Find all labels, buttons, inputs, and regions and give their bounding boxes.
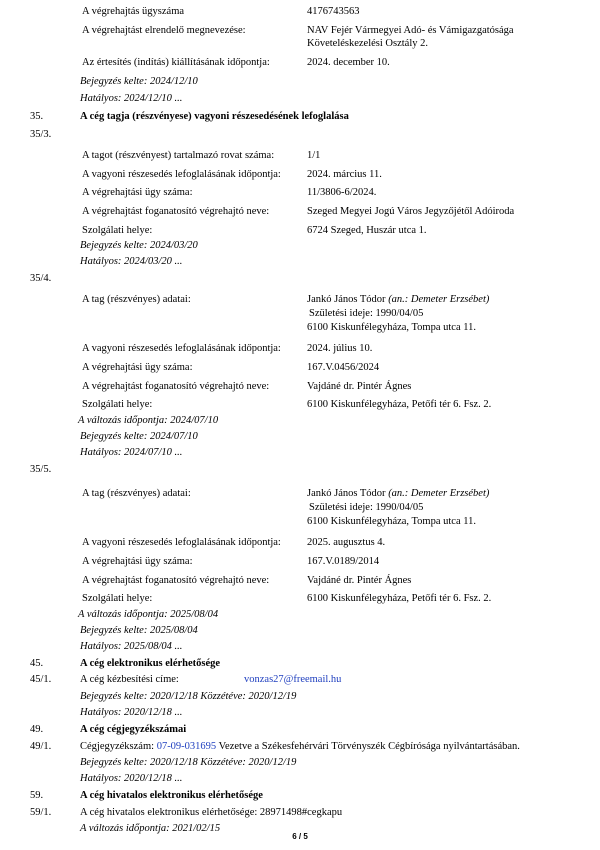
entry-meta: Bejegyzés kelte: 2024/12/10: [80, 76, 198, 87]
field-value: Vajdáné dr. Pintér Ágnes: [307, 575, 412, 586]
field-value: 2024. március 11.: [307, 169, 382, 180]
field-label: A végrehajtás ügyszáma: [82, 6, 185, 17]
field-value: Követeléskezelési Osztály 2.: [307, 38, 428, 49]
member-birth: Születési ideje: 1990/04/05: [309, 308, 424, 319]
entry-meta: A változás időpontja: 2024/07/10: [78, 415, 219, 426]
field-value: 167.V.0456/2024: [307, 362, 380, 373]
field-value: 4176743563: [307, 6, 360, 17]
section-title: A cég cégjegyzékszámai: [80, 724, 187, 735]
entry-meta: Bejegyzés kelte: 2020/12/18 Közzétéve: 2020/12/19: [80, 691, 297, 702]
field-value: 6100 Kiskunfélegyháza, Petőfi tér 6. Fsz. 2.: [307, 399, 492, 410]
registration-line: [80, 740, 520, 753]
member-address: 6100 Kiskunfélegyháza, Tompa utca 11.: [307, 516, 476, 527]
field-label: A vagyoni részesedés lefoglalásának időpontja:: [82, 169, 281, 180]
field-label: A végrehajtást foganatosító végrehajtó neve:: [82, 575, 270, 586]
entry-meta: Bejegyzés kelte: 2020/12/18 Közzétéve: 2020/12/19: [80, 757, 297, 768]
field-value: A cég hivatalos elektronikus elérhetősége: 28971498#cegkapu: [80, 807, 343, 818]
field-label: A vagyoni részesedés lefoglalásának időpontja:: [82, 537, 281, 548]
member-birth: Születési ideje: 1990/04/05: [309, 502, 424, 513]
field-label: A végrehajtást foganatosító végrehajtó neve:: [82, 381, 270, 392]
entry-meta: Hatályos: 2025/08/04 ...: [80, 641, 183, 652]
field-label: Szolgálati helye:: [82, 225, 153, 236]
field-value: 6724 Szeged, Huszár utca 1.: [307, 225, 427, 236]
field-value: NAV Fejér Vármegyei Adó- és Vámigazgatósága: [307, 25, 514, 36]
field-label: Az értesítés (indítás) kiállításának időpontja:: [82, 57, 270, 68]
entry-number: 35/4.: [30, 273, 52, 284]
member-name-line: [307, 487, 489, 500]
member-name-line: [307, 293, 489, 306]
entry-meta: Hatályos: 2020/12/18 ...: [80, 773, 183, 784]
field-label: A cég kézbesítési címe:: [80, 674, 179, 685]
field-value: Vajdáné dr. Pintér Ágnes: [307, 381, 412, 392]
field-value: 167.V.0189/2014: [307, 556, 380, 567]
entry-meta: Bejegyzés kelte: 2024/03/20: [80, 240, 198, 251]
field-value: 6100 Kiskunfélegyháza, Petőfi tér 6. Fsz. 2.: [307, 593, 492, 604]
section-number: 59.: [30, 790, 44, 801]
field-label: A végrehajtási ügy száma:: [82, 556, 193, 567]
entry-number: 35/5.: [30, 464, 52, 475]
entry-meta: A változás időpontja: 2021/02/15: [80, 823, 221, 834]
entry-number: 49/1.: [30, 741, 52, 752]
entry-meta: Hatályos: 2020/12/18 ...: [80, 707, 183, 718]
member-name: Jankó János Tódor: [307, 488, 386, 499]
section-title: A cég tagja (részvényese) vagyoni részesedésének lefoglalása: [80, 111, 349, 122]
entry-meta: Hatályos: 2024/12/10 ...: [80, 93, 183, 104]
field-label: A végrehajtást elrendelő megnevezése:: [82, 25, 246, 36]
entry-meta: A változás időpontja: 2025/08/04: [78, 609, 219, 620]
entry-number: 45/1.: [30, 674, 52, 685]
section-title: A cég elektronikus elérhetősége: [80, 658, 221, 669]
section-number: 35.: [30, 111, 44, 122]
field-label: A végrehajtási ügy száma:: [82, 187, 193, 198]
field-label: Szolgálati helye:: [82, 593, 153, 604]
page-number: 6 / 5: [292, 832, 308, 841]
entry-meta: Hatályos: 2024/07/10 ...: [80, 447, 183, 458]
member-mother-name: (an.: Demeter Erzsébet): [388, 294, 490, 305]
entry-number: 59/1.: [30, 807, 52, 818]
registration-suffix: Vezetve a Székesfehérvári Törvényszék Cégbírósága nyilvántartásában.: [218, 741, 520, 752]
field-label: A végrehajtási ügy száma:: [82, 362, 193, 373]
field-label: A tag (részvényes) adatai:: [82, 294, 191, 305]
section-title: A cég hivatalos elektronikus elérhetősége: [80, 790, 263, 801]
entry-meta: Bejegyzés kelte: 2024/07/10: [80, 431, 198, 442]
field-label: A tagot (részvényest) tartalmazó rovat száma:: [82, 150, 275, 161]
entry-meta: Hatályos: 2024/03/20 ...: [80, 256, 183, 267]
field-label: A tag (részvényes) adatai:: [82, 488, 191, 499]
field-value: 2024. december 10.: [307, 57, 390, 68]
section-number: 49.: [30, 724, 44, 735]
member-name: Jankó János Tódor: [307, 294, 386, 305]
field-value: 11/3806-6/2024.: [307, 187, 377, 198]
entry-number: 35/3.: [30, 129, 52, 140]
field-value: 2024. július 10.: [307, 343, 373, 354]
field-label: Szolgálati helye:: [82, 399, 153, 410]
field-label: A vagyoni részesedés lefoglalásának időpontja:: [82, 343, 281, 354]
field-value: 2025. augusztus 4.: [307, 537, 386, 548]
registration-number-link[interactable]: 07-09-031695: [156, 741, 217, 752]
section-number: 45.: [30, 658, 44, 669]
field-label: A végrehajtást foganatosító végrehajtó neve:: [82, 206, 270, 217]
member-address: 6100 Kiskunfélegyháza, Tompa utca 11.: [307, 322, 476, 333]
email-link[interactable]: vonzas27@freemail.hu: [244, 674, 342, 685]
field-value: 1/1: [307, 150, 321, 161]
member-mother-name: (an.: Demeter Erzsébet): [388, 488, 490, 499]
entry-meta: Bejegyzés kelte: 2025/08/04: [80, 625, 198, 636]
field-value: Szeged Megyei Jogú Város Jegyzőjétől Adóiroda: [307, 206, 515, 217]
registration-prefix: Cégjegyzékszám:: [80, 741, 155, 752]
